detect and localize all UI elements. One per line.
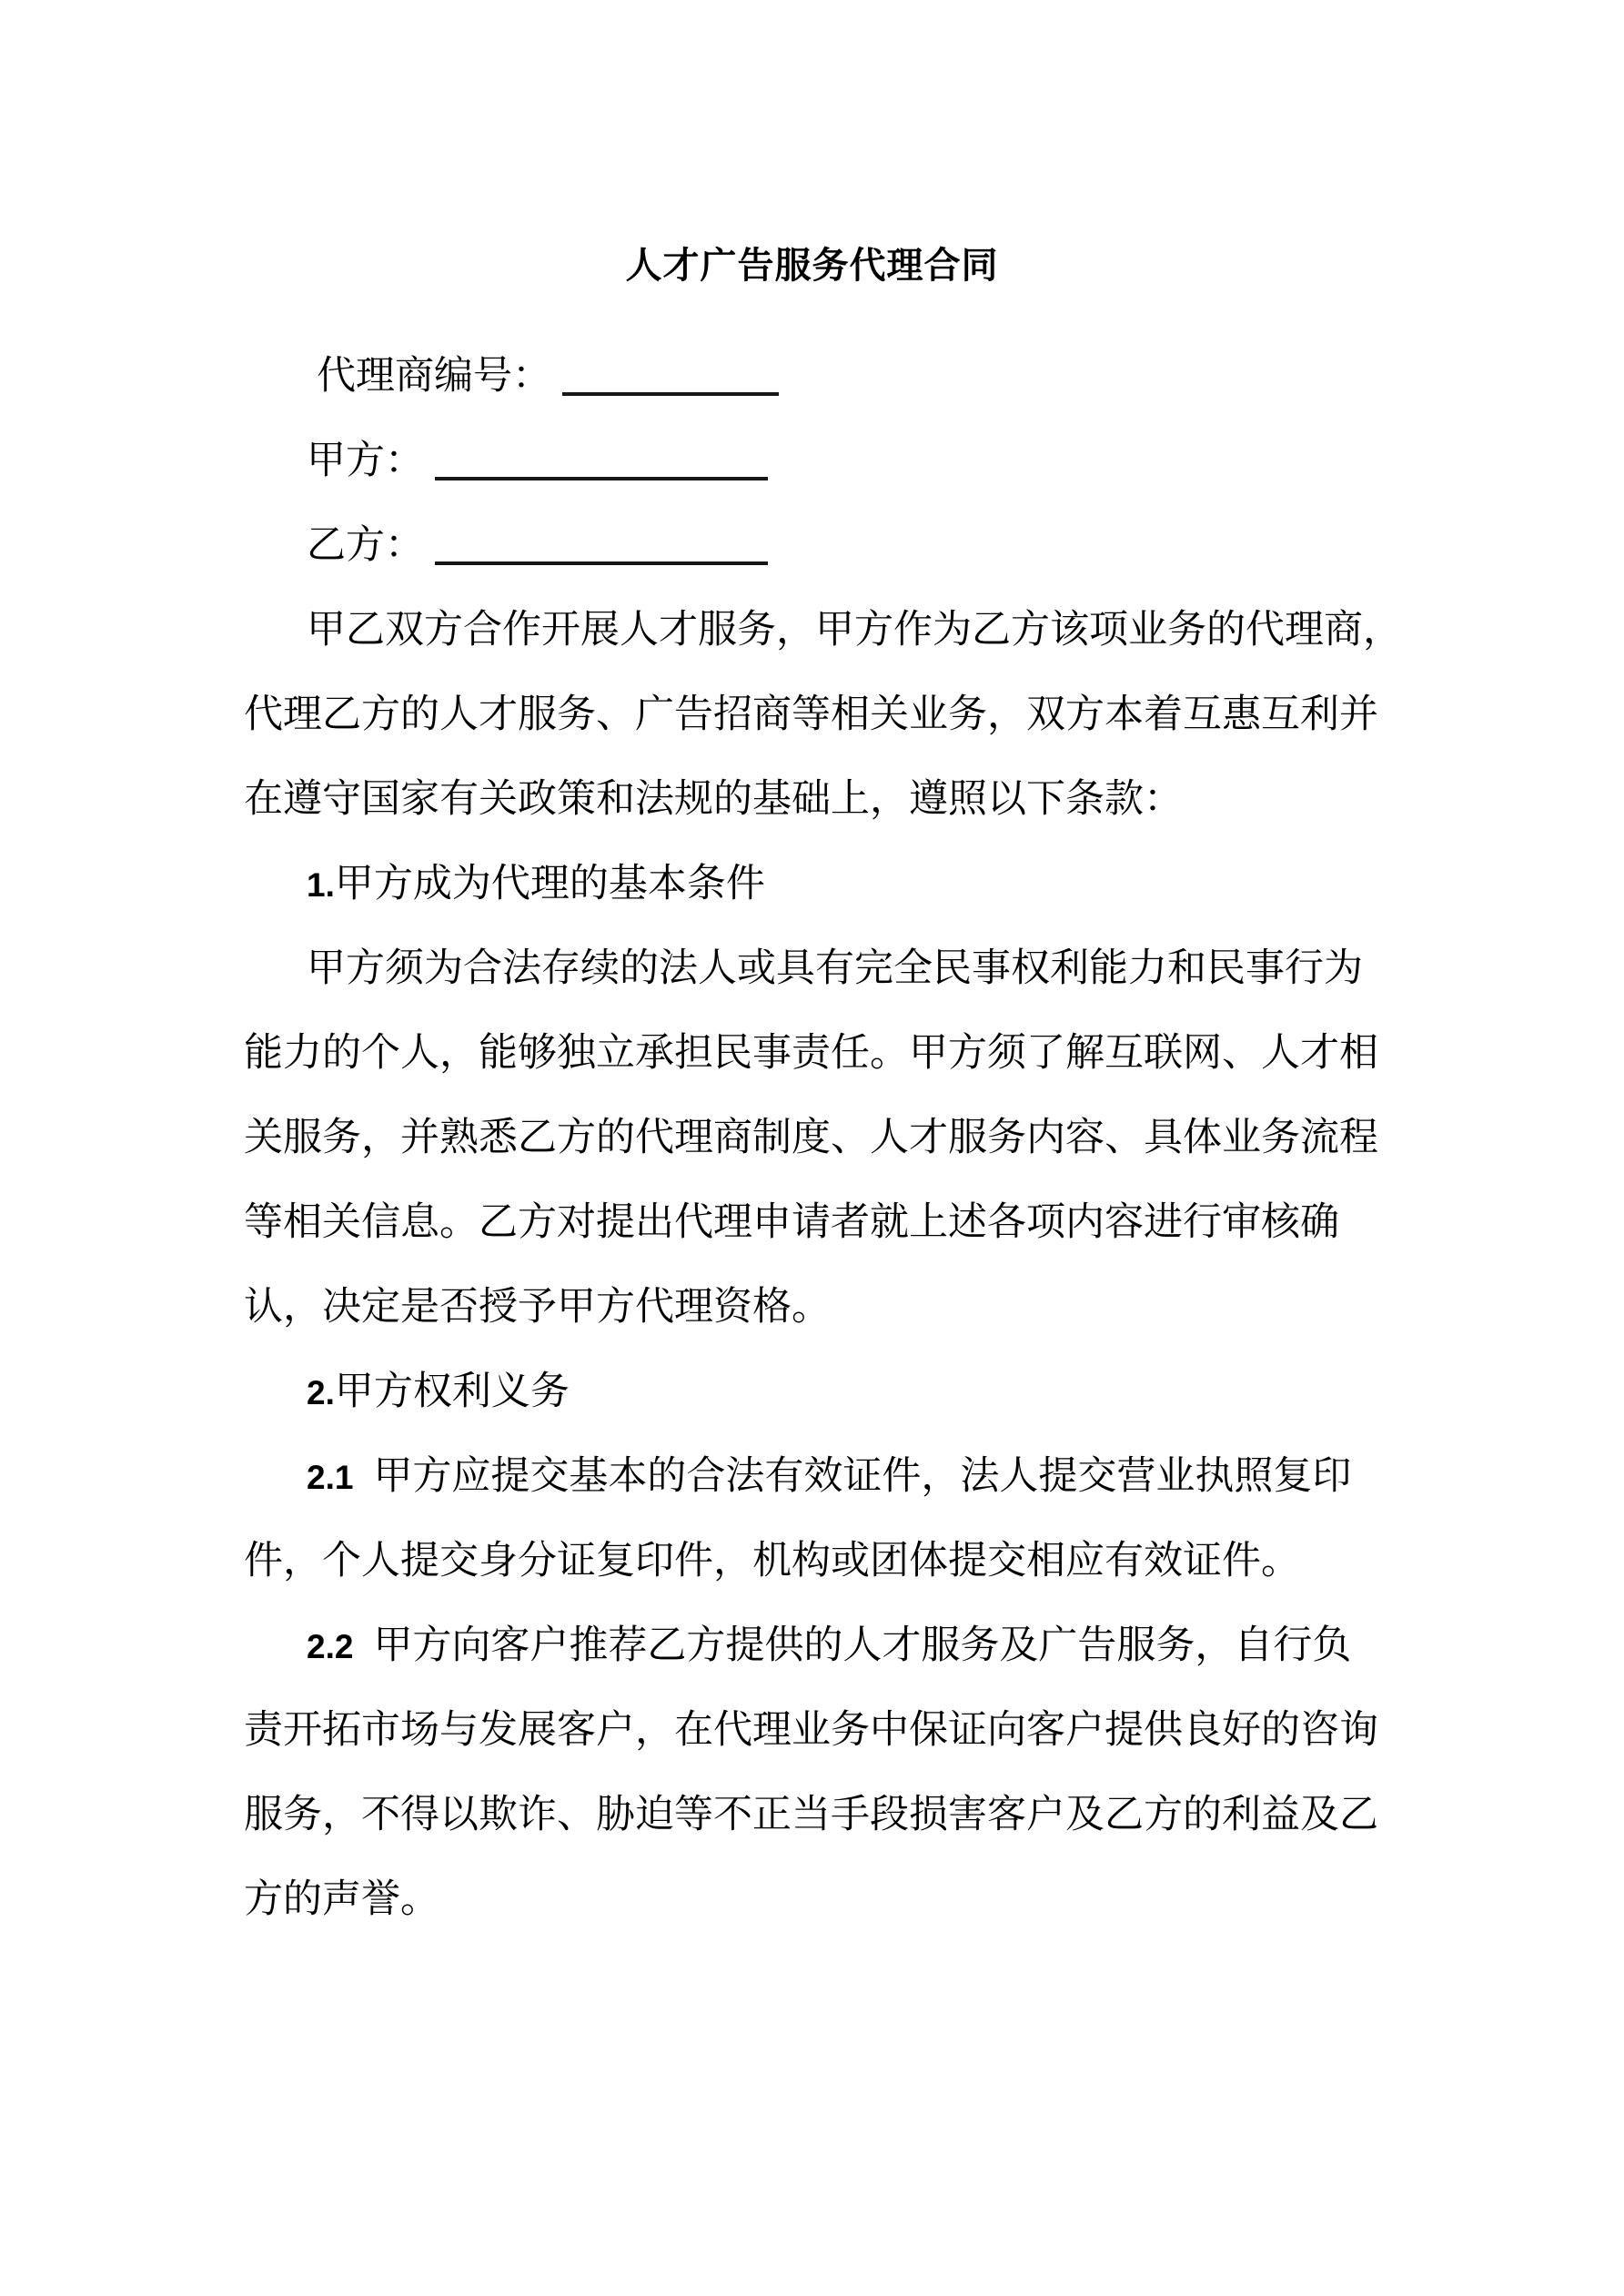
contract-line [244,1011,1399,1096]
clause-number: 2.2 [307,1628,354,1665]
line-text: 在遵守国家有关政策和法规的基础上，遵照以下条款： [244,778,1183,821]
clause-number: 1. [307,866,335,904]
contract-line [244,842,1399,926]
line-text: 能力的个人，能够独立承担民事责任。甲方须了解互联网、人才相 [244,1032,1378,1075]
line-text: 甲方向客户推荐乙方提供的人才服务及广告服务，自行负 [373,1624,1352,1667]
agent-number-label: 代理商编号： [317,355,551,398]
agent-number-blank [562,347,779,396]
line-text: 服务，不得以欺诈、胁迫等不正当手段损害客户及乙方的利益及乙 [244,1794,1378,1836]
line-text: 认，决定是否授予甲方代理资格。 [244,1286,831,1329]
agent-number-field [244,334,1399,419]
party-b-field [244,503,1399,588]
line-text: 件，个人提交身分证复印件，机构或团体提交相应有效证件。 [244,1540,1300,1583]
line-text: 方的声誉。 [244,1878,439,1921]
party-a-label: 甲方： [307,440,424,482]
line-text: 代理乙方的人才服务、广告招商等相关业务，双方本着互惠互利并 [244,693,1378,736]
party-a-blank [435,431,768,480]
document-body [244,334,1402,1942]
line-text: 甲方应提交基本的合法有效证件，法人提交营业执照复印 [373,1455,1352,1498]
contract-line [244,588,1402,673]
contract-line [244,1688,1399,1773]
contract-line [244,1434,1399,1519]
line-text: 甲方成为代理的基本条件 [334,863,765,905]
party-b-label: 乙方： [307,524,424,567]
contract-line [244,673,1399,757]
party-a-field [244,419,1399,503]
contract-line [244,1857,1399,1942]
party-b-blank [435,516,768,565]
contract-line [244,1519,1399,1603]
contract-line [244,1350,1399,1434]
contract-line [244,1603,1399,1688]
contract-line [244,1096,1399,1180]
document-title: 人才广告服务代理合同 [625,245,999,286]
contract-line [244,1265,1399,1350]
contract-line [244,757,1399,842]
line-text: 甲方权利义务 [334,1371,570,1413]
contract-line [244,1773,1399,1857]
line-text: 关服务，并熟悉乙方的代理商制度、人才服务内容、具体业务流程 [244,1117,1378,1159]
line-text: 责开拓市场与发展客户，在代理业务中保证向客户提供良好的咨询 [244,1709,1378,1752]
clause-number: 2. [307,1374,335,1411]
line-text: 甲方须为合法存续的法人或具有完全民事权利能力和民事行为 [307,947,1363,990]
line-text: 甲乙双方合作开展人才服务，甲方作为乙方该项业务的代理商， [307,609,1402,652]
contract-line [244,1180,1399,1265]
contract-line [244,926,1399,1011]
line-text: 等相关信息。乙方对提出代理申请者就上述各项内容进行审核确 [244,1201,1339,1244]
clause-number: 2.1 [307,1459,354,1496]
